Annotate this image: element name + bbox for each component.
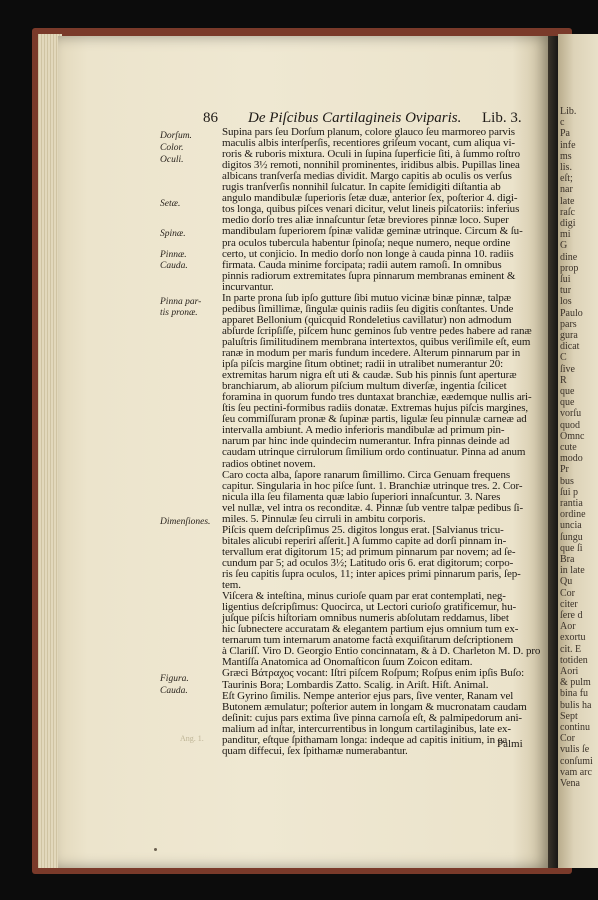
facing-page-word: Paulo (560, 307, 583, 319)
page-number: 86 (203, 110, 218, 126)
text-line: Butonem æmulatur; poſterior autem in longam & mucronatam caudam (222, 700, 527, 713)
text-line: Caro cocta alba, ſapore ranarum ſimillimo. Circa Genuam frequens (222, 468, 511, 481)
facing-page-word: eſt; (560, 173, 573, 185)
text-line: ſtis ſeu pectini-formibus radiis donatæ. Extremas hujus piſcis margines, (222, 402, 529, 415)
text-line: mandibulam ſuperiorem ſpinæ validæ geminæ utrinque. Circum & ſu- (222, 225, 523, 238)
text-line: miles. 5. Pinnulæ ſeu cirruli in ambitu corporis. (222, 512, 426, 525)
text-line: caudam utrinque cirrulorum ſimilium ordo continuatur. Pinna ad anum (222, 446, 526, 459)
text-line: ſeu commiſſuram pronæ & ſupinæ partis, ligulæ ſeu pinnulæ carneæ ad (222, 413, 527, 426)
facing-page-word: Bra (560, 554, 575, 565)
text-line: tem. (222, 579, 241, 592)
facing-page-word: ſui (560, 274, 571, 285)
facing-page-word: que ſi (560, 542, 583, 554)
margin-note: Oculi. (160, 155, 184, 165)
text-line: certo, ut conjicio. In medio dorſo non longe à cauda pinna 10. radiis (222, 247, 514, 260)
facing-page-word: los (560, 296, 572, 308)
text-line: firmata. Cauda minime forcipata; radii autem ramoſi. In omnibus (222, 258, 502, 271)
facing-page-word: digi (560, 218, 576, 229)
text-line: malium ad inſtar, intercurrentibus in longum cartilaginibus, late ex- (222, 722, 511, 735)
facing-page-word: que (560, 386, 575, 397)
facing-page-word: ſive (560, 363, 575, 375)
facing-page-word: Vena (560, 778, 580, 789)
text-line: Eſt Gyrino ſimilis. Nempe anterior ejus pars, ſive venter, Ranam vel (222, 689, 514, 702)
text-line: Græci Βάτραχος vocant: Iſtri piſcem Roſpum; Roſpus enim ipſis Buſo: (222, 667, 525, 680)
margin-note: Setæ. (160, 199, 181, 209)
facing-page-word: dicat (560, 341, 580, 353)
facing-page-word: Pa (560, 128, 570, 140)
facing-page-word: pars (560, 318, 577, 330)
facing-page-word: R (560, 374, 567, 386)
margin-note: Figura. (160, 674, 189, 684)
text-line: juſque piſcis hiſtoriam omnibus numeris abſolutam reddamus, libet (222, 612, 509, 625)
facing-page-fragment (558, 34, 598, 868)
facing-page-word: Cor (560, 733, 575, 745)
text-line: deſinit: cujus pars extima ſive pinna carnoſa eſt, & palmipedorum ani- (222, 711, 522, 724)
facing-page-word: vorſu (560, 408, 582, 420)
text-line: angulo mandibulæ ſuperioris ſetæ duæ, anterior ſex, poſterior 4. digi- (222, 192, 518, 205)
facing-page-word: modo (560, 453, 583, 465)
facing-page-word: gura (560, 330, 578, 341)
text-line: branchiarum, ab aliorum piſcium multum diverſæ, ingentia ſcilicet (222, 380, 507, 393)
text-line: radios obtinet novem. (222, 457, 316, 470)
facing-page-word: Cor (560, 587, 575, 599)
facing-page-word: dine (560, 251, 578, 263)
facing-page-word: infe (560, 139, 576, 151)
facing-page-word: bulis ha (560, 699, 592, 711)
facing-page-word: c (560, 117, 565, 129)
text-line: abſurde ſcripſiſſe, piſcem hunc geminos ſub ventre pedes habere ad ranæ (222, 324, 532, 337)
text-line: Piſcis quem deſcripſimus 25. digitos longus erat. [Salvianus tricu- (222, 523, 504, 536)
margin-note: Spinæ. (160, 229, 186, 239)
text-line: capitur. Singularia in hoc piſce ſunt. 1. Branchiæ utrinque tres. 2. Cor- (222, 479, 523, 492)
facing-page-word: exortu (560, 632, 586, 644)
text-line: cundum par 5; ad oculos 3½; Latitudo oris 6. erat digitorum; corpo- (222, 556, 514, 569)
margin-note: Pinnæ. (160, 250, 187, 260)
margin-note: Pinna par- (160, 297, 202, 307)
facing-page-word: Pr (560, 464, 569, 476)
text-line: roris & ruboris mixtura. Oculi in ſupina ſuperficie ſiti, à ſummo roſtro (222, 148, 520, 161)
facing-page-word: vam arc (560, 766, 592, 778)
text-line: hic ſubnectere accuratam & elegantem partium ejus omnium tum ex- (222, 623, 519, 636)
text-line: nicula illa ſeu filamenta quæ labio ſuperiori innaſcuntur. 3. Nares (222, 490, 501, 503)
text-line: maculis albis interſperſis, recentiores griſeum vocant, cum aliqua vi- (222, 137, 515, 150)
facing-page-word: vulis ſe (560, 744, 590, 756)
text-line: incurvantur. (222, 280, 274, 293)
book-number: Lib. 3. (482, 110, 522, 126)
margin-note: Dimenſiones. (160, 517, 211, 527)
text-line: à Clariſſ. Viro D. Georgio Entio concinnatam, & à D. Charleton M. D. pro (222, 645, 541, 658)
catchword: Palmi (497, 738, 523, 750)
facing-page-word: bus (560, 475, 574, 487)
facing-page-word: bina fu (560, 688, 589, 700)
facing-page-word: Aor (560, 621, 576, 633)
facing-page-word: cit. E (560, 643, 582, 655)
facing-page-word: ordine (560, 509, 586, 521)
text-line: In parte prona ſub ipſo gutture ſibi mutuo vicinæ binæ pinnæ, talpæ (222, 291, 512, 304)
facing-page-word: & pulm (560, 677, 591, 689)
text-line: tos longa, quibus piſces venari dicitur, velut lineis piſcatoriis: inferius (222, 203, 520, 216)
facing-page-word: lis. (560, 162, 572, 173)
facing-page-word: raſc (560, 206, 575, 218)
ink-dot (154, 848, 157, 851)
margin-note: Color. (160, 143, 184, 153)
facing-page-word: quod (560, 419, 580, 431)
text-line: foramina in quorum fundo tres duntaxat branchiæ, eædemque nullis ari- (222, 391, 532, 404)
margin-note: Dorſum. (160, 131, 192, 141)
text-line: Viſcera & inteſtina, minus curioſe quam par erat contemplati, neg- (222, 590, 506, 603)
text-line: pedibus ſimillimæ, ſingulæ quinis radiis ſeu digitis conſtantes. Unde (222, 302, 514, 315)
text-line: ligentius deſcripſimus: Quocirca, ut Lectori curioſo gratificemur, hu- (222, 601, 517, 614)
text-line: quam diffecui, ſex ſpithamæ numerabantur. (222, 744, 408, 757)
text-line: digitos 3½ remoti, nonnihil prominentes, iridibus albis. Pupillas linea (222, 159, 520, 172)
text-line: rugis tranſverſis nonnihil ſulcatur. In capite ſemidigiti diſtantia ab (222, 181, 501, 194)
facing-page-word: Omnc (560, 430, 585, 442)
running-title: De Piſcibus Cartilagineis Oviparis. (248, 110, 462, 126)
text-line: albicans tranſverſa medias dividit. Margo capitis ab oculis os verſus (222, 170, 512, 183)
text-line: Mantiſſa Anatomica ad Onomaſticon ſuum Zoicon editam. (222, 656, 473, 669)
margin-note: Cauda. (160, 261, 188, 271)
facing-page-word: rantia (560, 498, 583, 509)
facing-page-word: ms (560, 150, 572, 162)
facing-page-word: que (560, 397, 575, 409)
facing-page-word: mi (560, 229, 571, 241)
facing-page-word: cute (560, 442, 577, 453)
facing-page-word: nar (560, 184, 573, 196)
text-line: narum par hinc inde quindecim numerantur. Infra pinnas deinde ad (222, 435, 510, 448)
text-line: ipſa piſcis margine ſitum obtinet; radii in utralibet numerantur 20: (222, 358, 504, 371)
facing-page-word: ſere d (560, 610, 583, 621)
margin-note: tis pronæ. (160, 308, 198, 318)
facing-page-word: ſungu (560, 531, 583, 543)
text-line: vel nullæ, vel intra os reconditæ. 4. Pinnæ ſub ventre talpæ pedibus ſi- (222, 501, 524, 514)
text-line: bitales alicubi reperiri aſſerit.] A ſummo capite ad dorſi pinnam in- (222, 534, 507, 547)
faint-marginal-mark: Ang. 1. (180, 734, 204, 743)
facing-page-word: prop (560, 262, 579, 274)
facing-page-word: Aori (560, 666, 579, 677)
text-line: ris ſeu capitis ſupra oculos, 11; inter apices primi pinnarum paris, ſep- (222, 568, 521, 580)
text-line: panditur, eſtque ſpithamam longa: indeque ad capitis initium, in ea (222, 733, 508, 746)
facing-page-word: Lib. (560, 106, 577, 117)
facing-page-word: G (560, 240, 568, 252)
text-line: apparet Bellonium (quicquid Rondeletius cavillatur) non admodum (222, 313, 512, 326)
facing-page-word: Sept (560, 710, 578, 722)
facing-page-word: uncia (560, 520, 582, 532)
text-line: tervallum erat digitorum 15; ad primum pinnarum par novem; ad ſe- (222, 545, 516, 558)
facing-page-word: ſui p (560, 486, 579, 498)
facing-page-word: totiden (560, 654, 588, 666)
text-line: pinnis radiorum extremitates ſupra pinnarum membranas eminent & (222, 269, 516, 282)
facing-page-word: tur (560, 285, 572, 297)
facing-page-word: late (560, 195, 575, 207)
facing-page-word: C (560, 352, 567, 364)
text-line: ternarum tum internarum anatome factà exquiſitarum deſcriptionem (222, 634, 514, 647)
facing-page-word: in late (560, 565, 585, 577)
text-line: paluſtris ſimilitudinem membrana intertextos, quibus veriſimile eſt, eum (222, 335, 531, 348)
margin-note: Cauda. (160, 686, 188, 696)
text-line: Supina pars ſeu Dorſum planum, colore glauco ſeu marmoreo parvis (222, 126, 515, 138)
text-line: extremitas harum nigra eſt uti & caudæ. Sub his pinnis ſunt aperturæ (222, 369, 517, 382)
text-line: medio dorſo tres aliæ innaſcuntur ſetæ breviores pinnæ loco. Super (222, 214, 509, 227)
facing-page-word: citer (560, 598, 578, 610)
text-line: intervalla ambiunt. A medio inferioris mandibulæ ad primum pin- (222, 424, 505, 437)
text-line: pra oculos tubercula habentur ſpinoſa; neque numero, neque ordine (222, 236, 511, 249)
text-line: Taurinis Bora; Lombardis Zatto. Scalig. in Ariſt. Hiſt. Animal. (222, 678, 489, 691)
facing-page-word: continu (560, 722, 590, 733)
facing-page-word: conſumi (560, 755, 593, 767)
facing-page-word: Qu (560, 576, 573, 588)
text-line: ranæ in modum per maris fundum incedere. Alterum pinnarum par in (222, 347, 521, 359)
